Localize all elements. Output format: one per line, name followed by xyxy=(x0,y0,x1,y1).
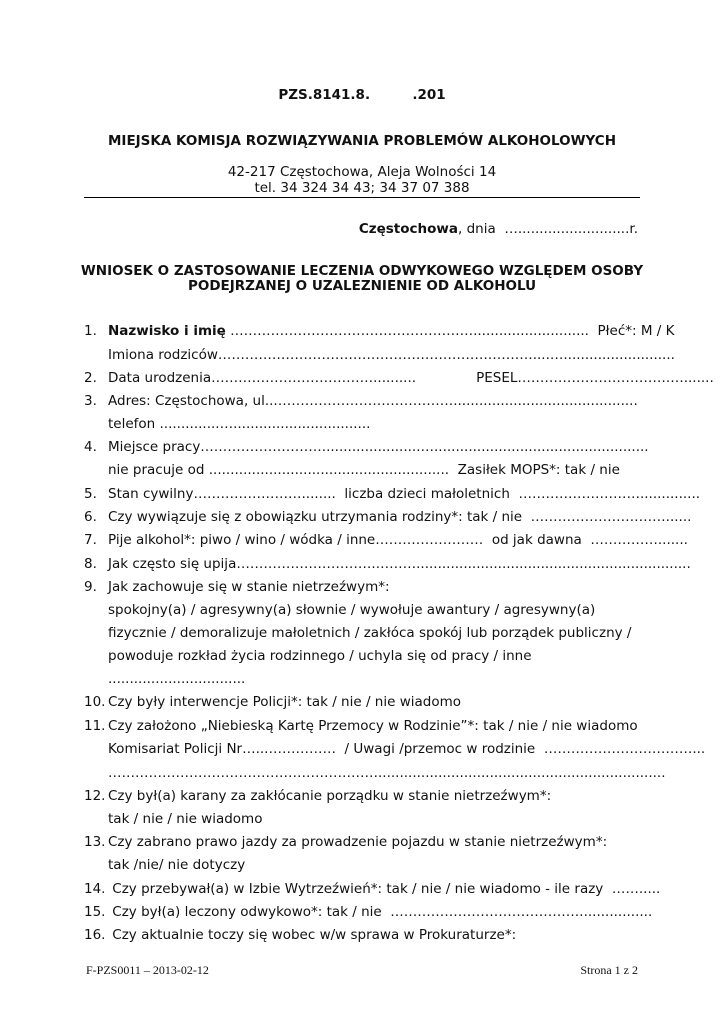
form-title-line-1: WNIOSEK O ZASTOSOWANIE LECZENIA ODWYKOWEGO WZGLĘDEM OSOBY xyxy=(80,263,644,279)
header-divider xyxy=(84,197,640,198)
institution-address: 42-217 Częstochowa, Aleja Wolności 14 xyxy=(227,164,497,180)
item-number: 2. xyxy=(84,370,97,386)
item-number: 16. xyxy=(84,927,106,943)
item-number: 4. xyxy=(84,439,97,455)
date-field[interactable]: , dnia …..........................r. xyxy=(458,221,638,237)
item-number: 14. xyxy=(84,881,106,897)
item-license-options[interactable]: tak /nie/ nie dotyczy xyxy=(108,857,246,873)
item-blue-card[interactable]: Czy założono „Niebieską Kartę Przemocy w Rodzinie”*: tak / nie / nie wiadomo xyxy=(108,718,638,734)
item-behavior-options[interactable]: spokojny(a) / agresywny(a) słownie / wywołuje awantury / agresywny(a) xyxy=(108,602,596,618)
date-line xyxy=(359,221,638,237)
item-behavior-options[interactable]: powoduje rozkład życia rodzinnego / uchyla się od pracy / inne xyxy=(108,648,532,664)
item-treated[interactable]: Czy był(a) leczony odwykowo*: tak / nie ……………………………………................. xyxy=(108,904,653,920)
form-title-line-2: PODEJRZANEJ O UZALEZNIENIE OD ALKOHOLU xyxy=(187,278,537,294)
item-number: 1. xyxy=(84,323,97,339)
item-police-station-notes[interactable]: Komisariat Policji Nr…...…………… / Uwagi /przemoc w rodzinie ……………………………... xyxy=(108,741,706,757)
item-prosecution-case: Czy aktualnie toczy się wobec w/w sprawa w Prokuraturze*: xyxy=(108,927,517,943)
institution-name: MIEJSKA KOMISJA ROZWIĄZYWANIA PROBLEMÓW ALKOHOLOWYCH xyxy=(107,133,617,149)
item-police-interventions[interactable]: Czy były interwencje Policji*: tak / nie / nie wiadomo xyxy=(108,694,461,710)
item-name-field[interactable]: ………………………………………………........................... Płeć*: M / K xyxy=(225,323,675,339)
item-punished-question: Czy był(a) karany za zakłócanie porządku w stanie nietrzeźwym*: xyxy=(108,788,552,804)
item-behavior-other-field[interactable]: ................................ xyxy=(108,671,246,687)
item-number: 5. xyxy=(84,486,97,502)
date-city: Częstochowa xyxy=(358,221,458,237)
institution-phone: tel. 34 324 34 43; 34 37 07 388 xyxy=(254,180,470,196)
item-birth-date-pesel[interactable]: Data urodzenia……………………………….......... PESEL…………………………….…....... xyxy=(108,370,714,386)
item-drinking-frequency[interactable]: Jak często się upija………………………….………................................................................ xyxy=(108,556,691,572)
item-family-support[interactable]: Czy wywiązuje się z obowiązku utrzymania rodziny*: tak / nie …………………………...... xyxy=(108,509,692,525)
item-address[interactable]: Adres: Częstochowa, ul...…………………………………........................................... xyxy=(108,393,638,409)
item-number: 15. xyxy=(84,904,106,920)
item-parents-names[interactable]: Imiona rodziców…………………………………………………….………....….......................... xyxy=(108,347,675,363)
item-behavior-question: Jak zachowuje się w stanie nietrzeźwym*: xyxy=(108,579,390,595)
item-punished-options[interactable]: tak / nie / nie wiadomo xyxy=(108,811,263,827)
item-number: 10. xyxy=(84,694,106,710)
item-number: 13. xyxy=(84,834,106,850)
item-notes-continuation[interactable]: ……………………………………………………................................................................... xyxy=(108,765,666,781)
item-unemployed-since[interactable]: nie pracuje od ........................................................ Zasiłek MOPS*: tak / nie xyxy=(108,462,620,478)
item-marital-status[interactable]: Stan cywilny……………………........ liczba dzieci małoletnich ……………………….............. xyxy=(108,486,701,502)
item-number: 9. xyxy=(84,579,97,595)
item-number: 6. xyxy=(84,509,97,525)
footer-page-number: Strona 1 z 2 xyxy=(580,963,638,977)
item-name-label: Nazwisko i imię xyxy=(108,323,226,339)
footer-form-code: F-PZS0011 – 2013-02-12 xyxy=(86,963,209,977)
item-number: 3. xyxy=(84,393,97,409)
item-name[interactable] xyxy=(108,322,674,340)
item-drinks-alcohol[interactable]: Pije alkohol*: piwo / wino / wódka / inne…………………… od jak dawna ……………....... xyxy=(108,532,688,548)
item-number: 12. xyxy=(84,788,106,804)
item-number: 11. xyxy=(84,718,106,734)
document-reference: PZS.8141.8. .201 xyxy=(278,87,446,103)
item-phone[interactable]: telefon ..............…................................ xyxy=(108,416,371,432)
item-sobering-station[interactable]: Czy przebywał(a) w Izbie Wytrzeźwień*: tak / nie / nie wiadomo - ile razy ……..... xyxy=(108,881,661,897)
item-license-question: Czy zabrano prawo jazdy za prowadzenie pojazdu w stanie nietrzeźwym*: xyxy=(108,834,608,850)
item-behavior-options[interactable]: fizycznie / demoralizuje małoletnich / zakłóca spokój lub porządek publiczny / xyxy=(108,625,632,641)
item-workplace[interactable]: Miejsce pracy……………………….......................….................................................. xyxy=(108,439,649,455)
item-number: 7. xyxy=(84,532,97,548)
item-number: 8. xyxy=(84,556,97,572)
